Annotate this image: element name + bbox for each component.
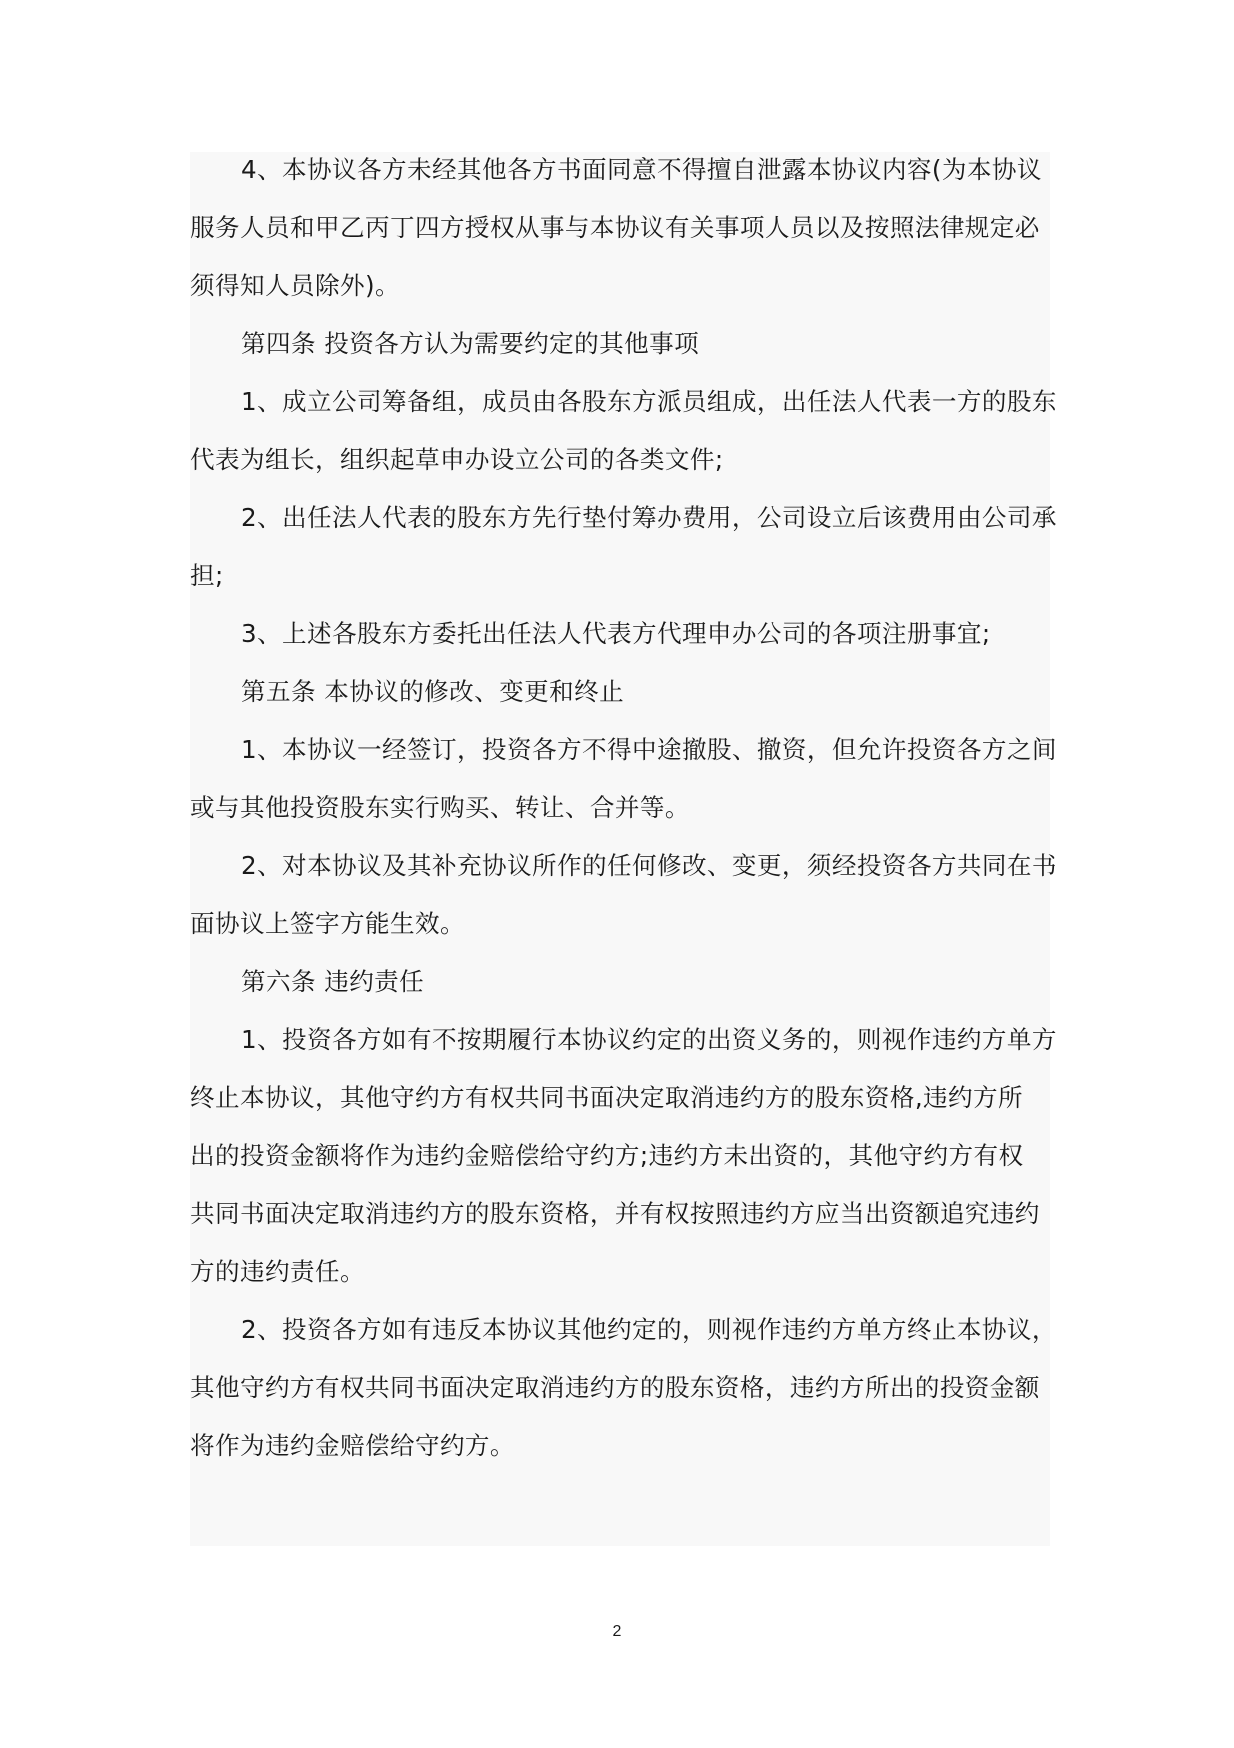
text-line: 1、投资各方如有不按期履行本协议约定的出资义务的，则视作违约方单方	[241, 1025, 1057, 1054]
text-line: 方的违约责任。	[190, 1257, 365, 1286]
text-line: 2、出任法人代表的股东方先行垫付筹办费用，公司设立后该费用由公司承	[241, 503, 1057, 532]
text-line: 或与其他投资股东实行购买、转让、合并等。	[190, 793, 690, 822]
text-line: 2、对本协议及其补充协议所作的任何修改、变更，须经投资各方共同在书	[241, 851, 1057, 880]
text-line: 终止本协议，其他守约方有权共同书面决定取消违约方的股东资格,违约方所	[190, 1083, 1024, 1112]
text-line: 须得知人员除外)。	[190, 271, 400, 300]
section-heading: 第四条 投资各方认为需要约定的其他事项	[241, 329, 700, 358]
text-line: 服务人员和甲乙丙丁四方授权从事与本协议有关事项人员以及按照法律规定必	[190, 213, 1040, 242]
text-line: 1、成立公司筹备组，成员由各股东方派员组成，出任法人代表一方的股东	[241, 387, 1057, 416]
text-line: 共同书面决定取消违约方的股东资格，并有权按照违约方应当出资额追究违约	[190, 1199, 1040, 1228]
text-line: 代表为组长，组织起草申办设立公司的各类文件;	[190, 445, 724, 474]
section-heading: 第六条 违约责任	[241, 967, 425, 996]
text-line: 2、投资各方如有违反本协议其他约定的，则视作违约方单方终止本协议，	[241, 1315, 1057, 1344]
text-line: 其他守约方有权共同书面决定取消违约方的股东资格，违约方所出的投资金额	[190, 1373, 1040, 1402]
text-line: 4、本协议各方未经其他各方书面同意不得擅自泄露本协议内容(为本协议	[241, 155, 1042, 184]
text-line: 1、本协议一经签订，投资各方不得中途撤股、撤资，但允许投资各方之间	[241, 735, 1057, 764]
section-heading: 第五条 本协议的修改、变更和终止	[241, 677, 625, 706]
text-line: 面协议上签字方能生效。	[190, 909, 465, 938]
text-line: 将作为违约金赔偿给守约方。	[190, 1431, 515, 1460]
page-number: 2	[612, 1623, 622, 1640]
text-line: 出的投资金额将作为违约金赔偿给守约方;违约方未出资的，其他守约方有权	[190, 1141, 1024, 1170]
text-line: 3、上述各股东方委托出任法人代表方代理申办公司的各项注册事宜;	[241, 619, 991, 648]
document-body	[190, 152, 1057, 1546]
text-line: 担;	[190, 561, 224, 590]
